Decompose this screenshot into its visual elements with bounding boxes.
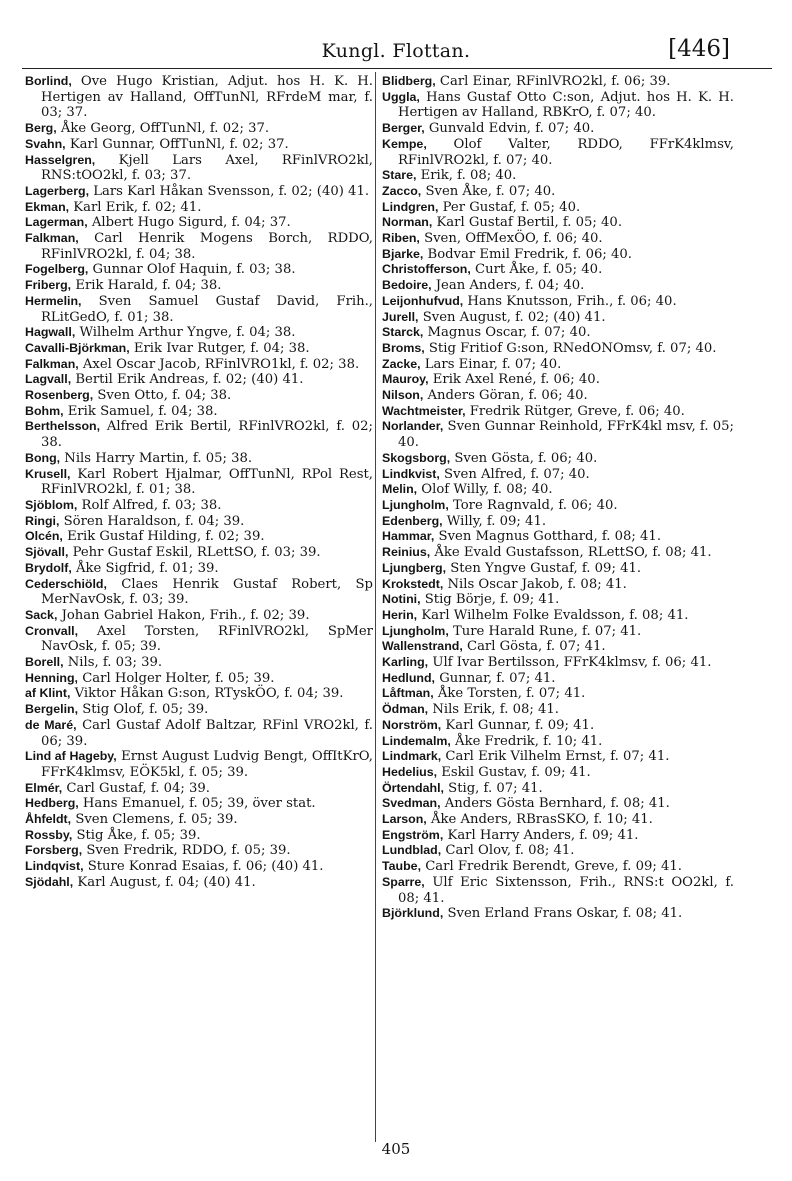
entry-surname: Sjövall,	[25, 545, 69, 560]
entry-surname: Björklund,	[382, 906, 444, 921]
entry-details: Nils Harry Martin, f. 05; 38.	[60, 450, 253, 466]
folio-number: 405	[381, 1140, 411, 1158]
roster-entry	[382, 231, 734, 247]
entry-surname: Cederschiöld,	[25, 576, 107, 591]
entry-details: Carl Einar, RFinlVRO2kl, f. 06; 39.	[435, 74, 671, 89]
entry-surname: Riben,	[382, 231, 420, 246]
roster-entry	[25, 121, 373, 137]
entry-surname: Ljungholm,	[382, 623, 449, 638]
entry-surname: Nilson,	[382, 388, 424, 403]
roster-entry	[382, 184, 734, 200]
entry-details: Anders Gösta Bernhard, f. 08; 41.	[440, 796, 670, 812]
entry-surname: Taube,	[382, 859, 422, 874]
entry-surname: Henning,	[25, 670, 78, 685]
entry-surname: Sparre,	[382, 874, 425, 889]
entry-details: Bertil Erik Andreas, f. 02; (40) 41.	[71, 372, 304, 388]
roster-entry	[25, 419, 373, 450]
roster-entry	[382, 624, 734, 640]
entry-surname: Broms,	[382, 340, 425, 355]
roster-entry	[382, 671, 734, 687]
entry-details: Karl Gunnar, f. 09; 41.	[441, 717, 595, 733]
entry-details: Bodvar Emil Fredrik, f. 06; 40.	[423, 246, 632, 262]
entry-details: Nils Erik, f. 08; 41.	[428, 702, 559, 718]
roster-entry	[25, 278, 373, 294]
entry-surname: Wachtmeister,	[382, 403, 466, 418]
page-header	[0, 34, 792, 68]
roster-entry	[25, 231, 373, 262]
roster-entry	[382, 388, 734, 404]
entry-surname: Blidberg,	[382, 74, 436, 88]
entry-surname: af Klint,	[25, 686, 71, 701]
entry-surname: Olcén,	[25, 529, 63, 544]
roster-entry	[25, 561, 373, 577]
entry-details: Stig, f. 07; 41.	[443, 780, 543, 796]
entry-surname: Sjöblom,	[25, 497, 78, 512]
roster-entry	[382, 529, 734, 545]
entry-surname: Mauroy,	[382, 372, 429, 387]
entry-surname: Lagerberg,	[25, 183, 90, 198]
entry-details: Sven Otto, f. 04; 38.	[93, 388, 232, 404]
entry-details: Sven Alfred, f. 07; 40.	[439, 466, 590, 482]
entry-details: Rolf Alfred, f. 03; 38.	[77, 497, 222, 513]
roster-entry	[382, 137, 734, 168]
entry-surname: Berger,	[382, 121, 425, 136]
entry-details: Carl Gösta, f. 07; 41.	[462, 639, 606, 655]
entry-surname: Stare,	[382, 168, 417, 183]
entry-details: Ernst August Ludvig Bengt, OffItKrO, FFrK4klmsv, EÖK5kl, f. 05; 39.	[41, 749, 373, 780]
entry-surname: Rossby,	[25, 827, 73, 842]
entry-details: Axel Torsten, RFinlVRO2kl, SpMer NavOsk, f. 05; 39.	[41, 623, 373, 655]
entry-surname: Krusell,	[25, 466, 71, 481]
entry-details: Karl Robert Hjalmar, OffTunNl, RPol Rest, RFinlVRO2kl, f. 01; 38.	[41, 466, 373, 498]
entry-surname: Lindgren,	[382, 199, 439, 214]
entry-surname: Borlind,	[25, 74, 72, 88]
entry-surname: Zacke,	[382, 356, 421, 371]
entry-surname: Jurell,	[382, 309, 419, 324]
roster-entry	[25, 341, 373, 357]
roster-entry	[382, 812, 734, 828]
roster-entry	[25, 262, 373, 278]
entry-surname: Fogelberg,	[25, 262, 89, 277]
entry-details: Sven, OffMexÖO, f. 06; 40.	[419, 231, 603, 247]
roster-entry	[382, 577, 734, 593]
entry-details: Axel Oscar Jacob, RFinlVRO1kl, f. 02; 38.	[78, 356, 360, 372]
entry-details: Erik Ivar Rutger, f. 04; 38.	[129, 340, 310, 356]
entry-surname: Sjödahl,	[25, 874, 74, 889]
roster-entry	[382, 419, 734, 450]
entry-surname: Reinius,	[382, 545, 431, 560]
roster-entry	[382, 875, 734, 906]
roster-entry	[25, 325, 373, 341]
roster-entry	[382, 341, 734, 357]
entry-surname: Norman,	[382, 215, 433, 230]
entry-surname: Christofferson,	[382, 262, 471, 277]
roster-entry	[25, 655, 373, 671]
entry-details: Hans Gustaf Otto C:son, Adjut. hos H. K. H. Hertigen av Halland, RBKrO, f. 07; 40.	[398, 89, 734, 121]
entry-details: Sven Erland Frans Oskar, f. 08; 41.	[443, 906, 683, 922]
entry-surname: Hasselgren,	[25, 152, 96, 167]
roster-entry	[382, 686, 734, 702]
entry-details: Alfred Erik Bertil, RFinlVRO2kl, f. 02; 38.	[41, 419, 373, 451]
entry-surname: Falkman,	[25, 231, 79, 246]
entry-details: Karl Gunnar, OffTunNl, f. 02; 37.	[65, 136, 289, 152]
roster-entry	[382, 718, 734, 734]
running-title: Kungl. Flottan.	[321, 40, 471, 62]
entry-surname: Cronvall,	[25, 623, 79, 638]
roster-entry	[25, 577, 373, 608]
roster-entry	[25, 796, 373, 812]
entry-surname: Herin,	[382, 607, 418, 622]
entry-details: Åke Sigfrid, f. 01; 39.	[71, 560, 219, 576]
entry-details: Viktor Håkan G:son, RTyskÖO, f. 04; 39.	[70, 686, 344, 702]
entry-surname: Ringi,	[25, 513, 60, 528]
entry-surname: Karling,	[382, 655, 429, 670]
entry-details: Sven Gösta, f. 06; 40.	[450, 450, 598, 466]
roster-entry	[382, 325, 734, 341]
roster-entry	[25, 514, 373, 530]
entry-surname: Lind af Hageby,	[25, 749, 117, 764]
entry-details: Carl Holger Holter, f. 05; 39.	[78, 670, 275, 686]
entry-surname: Brydolf,	[25, 560, 72, 575]
entry-surname: Berg,	[25, 121, 57, 136]
entry-details: Sören Haraldson, f. 04; 39.	[59, 513, 245, 529]
entry-details: Sture Konrad Esaias, f. 06; (40) 41.	[83, 859, 324, 875]
roster-entry	[25, 686, 373, 702]
entry-surname: Engström,	[382, 827, 444, 842]
roster-entry	[382, 702, 734, 718]
roster-entry	[382, 74, 734, 90]
roster-entry	[382, 859, 734, 875]
roster-entry	[382, 906, 734, 922]
entry-surname: Elmér,	[25, 780, 63, 795]
entry-details: Ulf Eric Sixtensson, Frih., RNS:t OO2kl, f. 08; 41.	[398, 874, 734, 906]
entry-details: Hans Knutsson, Frih., f. 06; 40.	[463, 293, 677, 309]
entry-details: Sven Clemens, f. 05; 39.	[71, 812, 238, 828]
roster-entry	[25, 137, 373, 153]
roster-entry	[25, 153, 373, 184]
roster-entry	[382, 796, 734, 812]
roster-entry	[382, 843, 734, 859]
entry-surname: Lindemalm,	[382, 733, 451, 748]
entry-details: Pehr Gustaf Eskil, RLettSO, f. 03; 39.	[68, 545, 321, 561]
header-rule	[22, 68, 772, 69]
roster-entry	[382, 262, 734, 278]
entry-details: Sven Fredrik, RDDO, f. 05; 39.	[82, 843, 291, 859]
page-number: [446]	[668, 36, 730, 62]
roster-entry	[382, 608, 734, 624]
roster-entry	[25, 388, 373, 404]
entry-surname: Ödman,	[382, 702, 429, 717]
entry-surname: Svedman,	[382, 796, 441, 811]
entry-surname: Zacco,	[382, 183, 422, 198]
roster-entry	[382, 734, 734, 750]
entry-surname: Uggla,	[382, 89, 420, 104]
roster-entry	[25, 624, 373, 655]
entry-surname: Skogsborg,	[382, 450, 451, 465]
roster-entry	[25, 294, 373, 325]
roster-entry	[382, 200, 734, 216]
roster-entry	[382, 498, 734, 514]
entry-surname: Lindqvist,	[25, 859, 84, 874]
roster-entry	[382, 357, 734, 373]
entry-details: Albert Hugo Sigurd, f. 04; 37.	[87, 215, 291, 231]
roster-entry	[25, 451, 373, 467]
roster-entry	[25, 545, 373, 561]
roster-entry	[382, 247, 734, 263]
roster-entry	[382, 561, 734, 577]
entry-details: Karl Wilhelm Folke Evaldsson, f. 08; 41.	[417, 607, 689, 623]
entry-surname: Ljungberg,	[382, 560, 447, 575]
entry-details: Åke Evald Gustafsson, RLettSO, f. 08; 41.	[430, 545, 712, 561]
entry-details: Jean Anders, f. 04; 40.	[431, 278, 585, 294]
roster-entry	[25, 671, 373, 687]
entry-details: Karl August, f. 04; (40) 41.	[73, 874, 256, 890]
roster-entry	[25, 357, 373, 373]
roster-entry	[382, 451, 734, 467]
entry-surname: Bergelin,	[25, 702, 79, 717]
roster-entry	[25, 843, 373, 859]
entry-details: Nils Oscar Jakob, f. 08; 41.	[443, 576, 627, 592]
entry-surname: Örtendahl,	[382, 780, 444, 795]
entry-details: Stig Fritiof G:son, RNedONOmsv, f. 07; 40.	[424, 340, 717, 356]
entry-details: Lars Einar, f. 07; 40.	[420, 356, 562, 372]
entry-details: Karl Gustaf Bertil, f. 05; 40.	[432, 215, 623, 231]
roster-entry	[382, 215, 734, 231]
roster-entry	[25, 200, 373, 216]
entry-details: Ulf Ivar Bertilsson, FFrK4klmsv, f. 06; 41.	[428, 655, 712, 671]
entry-details: Per Gustaf, f. 05; 40.	[438, 199, 581, 215]
entry-details: Carl Fredrik Berendt, Greve, f. 09; 41.	[421, 859, 682, 875]
entry-surname: Norlander,	[382, 419, 444, 434]
entry-surname: Wallenstrand,	[382, 639, 463, 654]
roster-entry	[25, 404, 373, 420]
entry-details: Erik, f. 08; 40.	[416, 168, 517, 184]
entry-details: Stig Olof, f. 05; 39.	[78, 702, 209, 718]
entry-details: Erik Gustaf Hilding, f. 02; 39.	[62, 529, 265, 545]
entry-details: Olof Willy, f. 08; 40.	[417, 482, 553, 498]
entry-surname: Bjarke,	[382, 246, 424, 261]
roster-entry	[382, 765, 734, 781]
entry-details: Ture Harald Rune, f. 07; 41.	[448, 623, 642, 639]
roster-entry	[25, 875, 373, 891]
roster-entry	[382, 749, 734, 765]
entry-details: Anders Göran, f. 06; 40.	[423, 388, 588, 404]
entry-details: Sven Magnus Gotthard, f. 08; 41.	[434, 529, 662, 545]
entry-details: Carl Erik Vilhelm Ernst, f. 07; 41.	[441, 749, 670, 765]
entry-surname: Ekman,	[25, 199, 70, 214]
entry-surname: Borell,	[25, 655, 64, 670]
entry-details: Sten Yngve Gustaf, f. 09; 41.	[446, 560, 642, 576]
entry-surname: Lindkvist,	[382, 466, 440, 481]
entry-details: Lars Karl Håkan Svensson, f. 02; (40) 41.	[89, 183, 370, 199]
entry-details: Wilhelm Arthur Yngve, f. 04; 38.	[75, 325, 296, 341]
entry-details: Erik Harald, f. 04; 38.	[71, 278, 222, 294]
roster-entry	[25, 372, 373, 388]
entry-surname: Kempe,	[382, 136, 427, 151]
roster-entry	[382, 781, 734, 797]
entry-details: Claes Henrik Gustaf Robert, Sp MerNavOsk, f. 03; 39.	[41, 576, 373, 608]
entry-details: Sven August, f. 02; (40) 41.	[418, 309, 606, 325]
entry-surname: Bedoire,	[382, 278, 432, 293]
entry-surname: de Maré,	[25, 717, 77, 732]
entry-surname: Hammar,	[382, 529, 435, 544]
entry-surname: Sack,	[25, 607, 58, 622]
entry-details: Olof Valter, RDDO, FFrK4klmsv, RFinlVRO2kl, f. 07; 40.	[398, 136, 734, 168]
entry-details: Willy, f. 09; 41.	[442, 513, 547, 529]
roster-entry	[382, 592, 734, 608]
roster-entry	[382, 121, 734, 137]
roster-entry	[382, 90, 734, 121]
entry-details: Åke Anders, RBrasSKO, f. 10; 41.	[426, 812, 653, 828]
roster-entry	[382, 467, 734, 483]
entry-details: Stig Åke, f. 05; 39.	[72, 827, 201, 843]
entry-details: Carl Olov, f. 08; 41.	[441, 843, 575, 859]
entry-details: Sven Åke, f. 07; 40.	[421, 183, 556, 199]
entry-surname: Hedlund,	[382, 670, 435, 685]
entry-surname: Hermelin,	[25, 293, 82, 308]
roster-entry	[382, 482, 734, 498]
entry-details: Gunnar, f. 07; 41.	[435, 670, 556, 686]
entry-surname: Leijonhufvud,	[382, 293, 464, 308]
roster-entry	[382, 372, 734, 388]
entry-surname: Ljungholm,	[382, 497, 449, 512]
entry-details: Fredrik Rütger, Greve, f. 06; 40.	[465, 403, 685, 419]
entry-details: Tore Ragnvald, f. 06; 40.	[448, 497, 618, 513]
entry-details: Gunvald Edvin, f. 07; 40.	[424, 121, 595, 137]
entry-details: Carl Henrik Mogens Borch, RDDO, RFinlVRO2kl, f. 04; 38.	[41, 231, 373, 262]
roster-entry	[25, 184, 373, 200]
left-column	[25, 74, 373, 891]
entry-details: Sven Samuel Gustaf David, Frih., RLitGedO, f. 01; 38.	[41, 293, 373, 325]
roster-entry	[25, 702, 373, 718]
entry-details: Åke Georg, OffTunNl, f. 02; 37.	[56, 121, 270, 137]
entry-surname: Larson,	[382, 812, 427, 827]
entry-surname: Hedelius,	[382, 764, 438, 779]
roster-entry	[25, 467, 373, 498]
entry-surname: Starck,	[382, 325, 424, 340]
roster-entry	[25, 608, 373, 624]
right-column	[382, 74, 734, 922]
entry-surname: Melin,	[382, 482, 418, 497]
entry-surname: Svahn,	[25, 136, 66, 151]
roster-entry	[382, 545, 734, 561]
entry-details: Eskil Gustav, f. 09; 41.	[437, 764, 591, 780]
entry-surname: Lindmark,	[382, 749, 442, 764]
roster-entry	[25, 828, 373, 844]
entry-details: Sven Gunnar Reinhold, FFrK4kl msv, f. 05; 40.	[398, 419, 734, 451]
entry-details: Johan Gabriel Hakon, Frih., f. 02; 39.	[57, 607, 310, 623]
entry-details: Erik Samuel, f. 04; 38.	[63, 403, 218, 419]
entry-surname: Cavalli-Björkman,	[25, 340, 130, 355]
entry-details: Kjell Lars Axel, RFinlVRO2kl, RNS:tOO2kl, f. 03; 37.	[41, 152, 373, 184]
entry-surname: Åhfeldt,	[25, 812, 72, 827]
entry-surname: Bohm,	[25, 403, 64, 418]
entry-details: Stig Börje, f. 09; 41.	[420, 592, 560, 608]
entry-surname: Hedberg,	[25, 796, 79, 811]
entry-details: Carl Gustaf Adolf Baltzar, RFinl VRO2kl, f. 06; 39.	[41, 717, 373, 749]
entry-details: Carl Gustaf, f. 04; 39.	[62, 780, 210, 796]
entry-details: Åke Torsten, f. 07; 41.	[433, 686, 586, 702]
entry-surname: Friberg,	[25, 278, 72, 293]
entry-surname: Lagerman,	[25, 215, 88, 230]
entry-details: Nils, f. 03; 39.	[63, 655, 163, 671]
entry-surname: Notini,	[382, 592, 421, 607]
roster-entry	[25, 215, 373, 231]
entry-details: Karl Erik, f. 02; 41.	[69, 199, 202, 215]
entry-surname: Lundblad,	[382, 843, 442, 858]
roster-entry	[382, 404, 734, 420]
entry-surname: Norström,	[382, 717, 442, 732]
entry-surname: Rosenberg,	[25, 388, 94, 403]
roster-entry	[382, 294, 734, 310]
roster-entry	[382, 168, 734, 184]
roster-entry	[382, 310, 734, 326]
entry-surname: Edenberg,	[382, 513, 443, 528]
entry-details: Hans Emanuel, f. 05; 39, över stat.	[78, 796, 316, 812]
roster-entry	[25, 529, 373, 545]
entry-surname: Forsberg,	[25, 843, 83, 858]
roster-entry	[382, 828, 734, 844]
entry-details: Curt Åke, f. 05; 40.	[470, 262, 603, 278]
entry-details: Ove Hugo Kristian, Adjut. hos H. K. H. Hertigen av Halland, OffTunNl, RFrdeM mar, f. 03; 37.	[41, 74, 373, 121]
roster-entry	[25, 74, 373, 121]
entry-details: Karl Harry Anders, f. 09; 41.	[443, 827, 639, 843]
entry-surname: Låftman,	[382, 686, 434, 701]
entry-details: Gunnar Olof Haquin, f. 03; 38.	[88, 262, 296, 278]
roster-entry	[25, 859, 373, 875]
entry-details: Åke Fredrik, f. 10; 41.	[450, 733, 603, 749]
roster-entry	[382, 639, 734, 655]
entry-surname: Falkman,	[25, 356, 79, 371]
roster-entry	[25, 812, 373, 828]
entry-surname: Krokstedt,	[382, 576, 444, 591]
roster-entry	[25, 498, 373, 514]
roster-entry	[25, 781, 373, 797]
roster-entry	[382, 278, 734, 294]
roster-entry	[382, 655, 734, 671]
entry-surname: Hagwall,	[25, 325, 76, 340]
roster-entry	[25, 718, 373, 749]
column-divider	[375, 72, 376, 1142]
roster-entry	[25, 749, 373, 780]
entry-details: Erik Axel René, f. 06; 40.	[428, 372, 600, 388]
entry-details: Magnus Oscar, f. 07; 40.	[423, 325, 591, 341]
entry-surname: Lagvall,	[25, 372, 72, 387]
entry-surname: Bong,	[25, 450, 61, 465]
roster-entry	[382, 514, 734, 530]
entry-surname: Berthelsson,	[25, 419, 101, 434]
